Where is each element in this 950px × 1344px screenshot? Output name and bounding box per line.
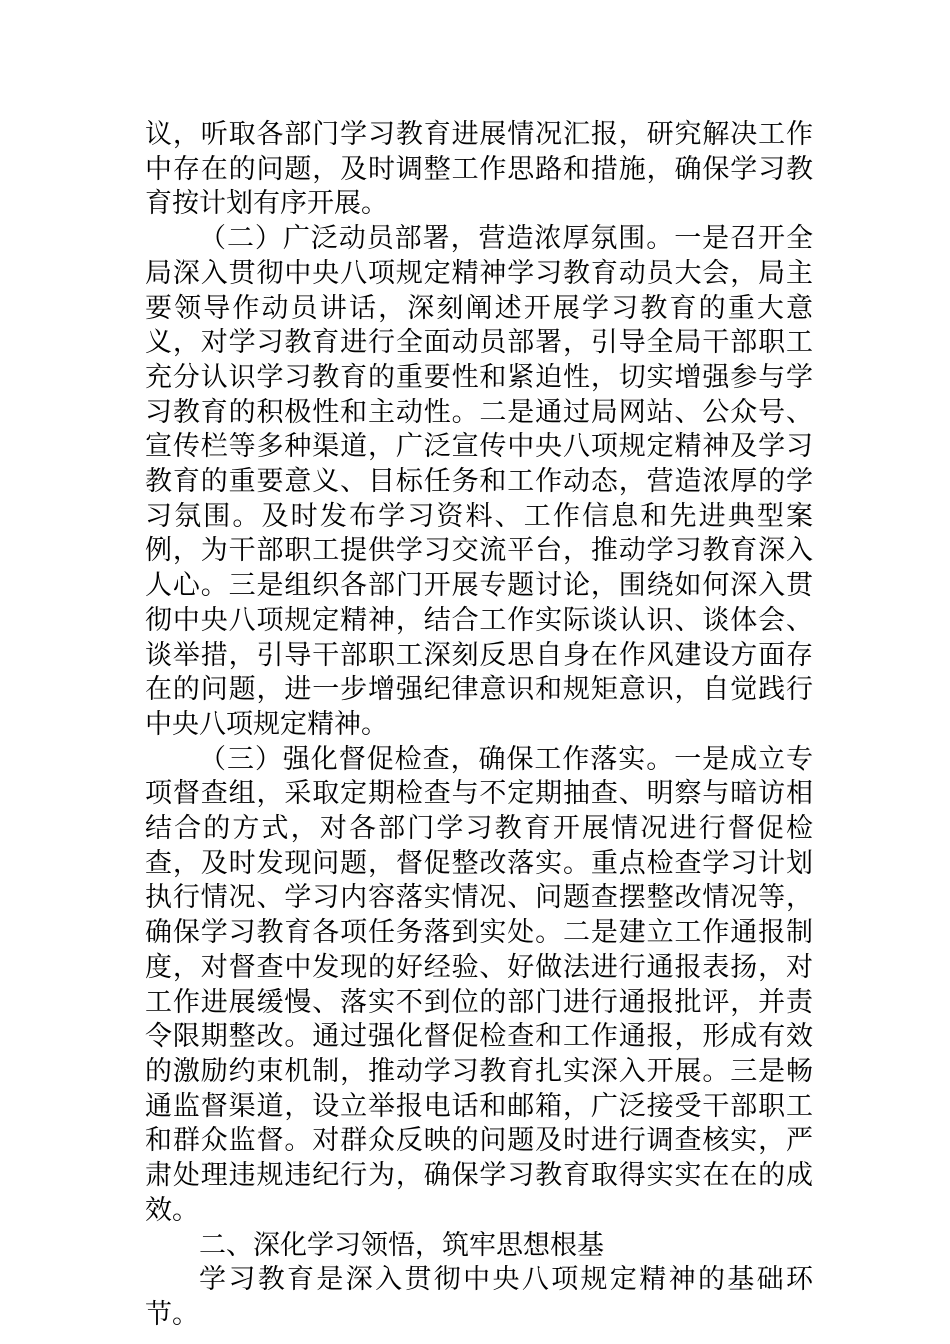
paragraph-mobilization: （二）广泛动员部署，营造浓厚氛围。一是召开全局深入贯彻中央八项规定精神学习教育动员大会，局主要领导作动员讲话，深刻阐述开展学习教育的重大意义，对学习教育进行全面动员部署，引导全局干部职工充分认识学习教育的重要性和紧迫性，切实增强参与学习教育的积极性和主动性。二是通过局网站、公众号、宣传栏等多种渠道，广泛宣传中央八项规定精神及学习教育的重要意义、目标任务和工作动态，营造浓厚的学习氛围。及时发布学习资料、工作信息和先进典型案例，为干部职工提供学习交流平台，推动学习教育深入人心。三是组织各部门开展专题讨论，围绕如何深入贯彻中央八项规定精神，结合工作实际谈认识、谈体会、谈举措，引导干部职工深刻反思自身在作风建设方面存在的问题，进一步增强纪律意识和规矩意识，自觉践行中央八项规定精神。 [145, 223, 813, 740]
document-page [145, 118, 813, 1333]
paragraph-supervision: （三）强化督促检查，确保工作落实。一是成立专项督查组，采取定期检查与不定期抽查、明察与暗访相结合的方式，对各部门学习教育开展情况进行督促检查，及时发现问题，督促整改落实。重点检查学习计划执行情况、学习内容落实情况、问题查摆整改情况等，确保学习教育各项任务落到实处。二是建立工作通报制度，对督查中发现的好经验、好做法进行通报表扬，对工作进展缓慢、落实不到位的部门进行通报批评，并责令限期整改。通过强化督促检查和工作通报，形成有效的激励约束机制，推动学习教育扎实深入开展。三是畅通监督渠道，设立举报电话和邮箱，广泛接受干部职工和群众监督。对群众反映的问题及时进行调查核实，严肃处理违规违纪行为，确保学习教育取得实实在在的成效。 [145, 743, 813, 1226]
paragraph-continued: 议，听取各部门学习教育进展情况汇报，研究解决工作中存在的问题，及时调整工作思路和措施，确保学习教育按计划有序开展。 [145, 119, 813, 220]
paragraph-final: 学习教育是深入贯彻中央八项规定精神的基础环节。 [145, 1264, 813, 1330]
section-heading: 二、深化学习领悟，筑牢思想根基 [199, 1229, 604, 1261]
